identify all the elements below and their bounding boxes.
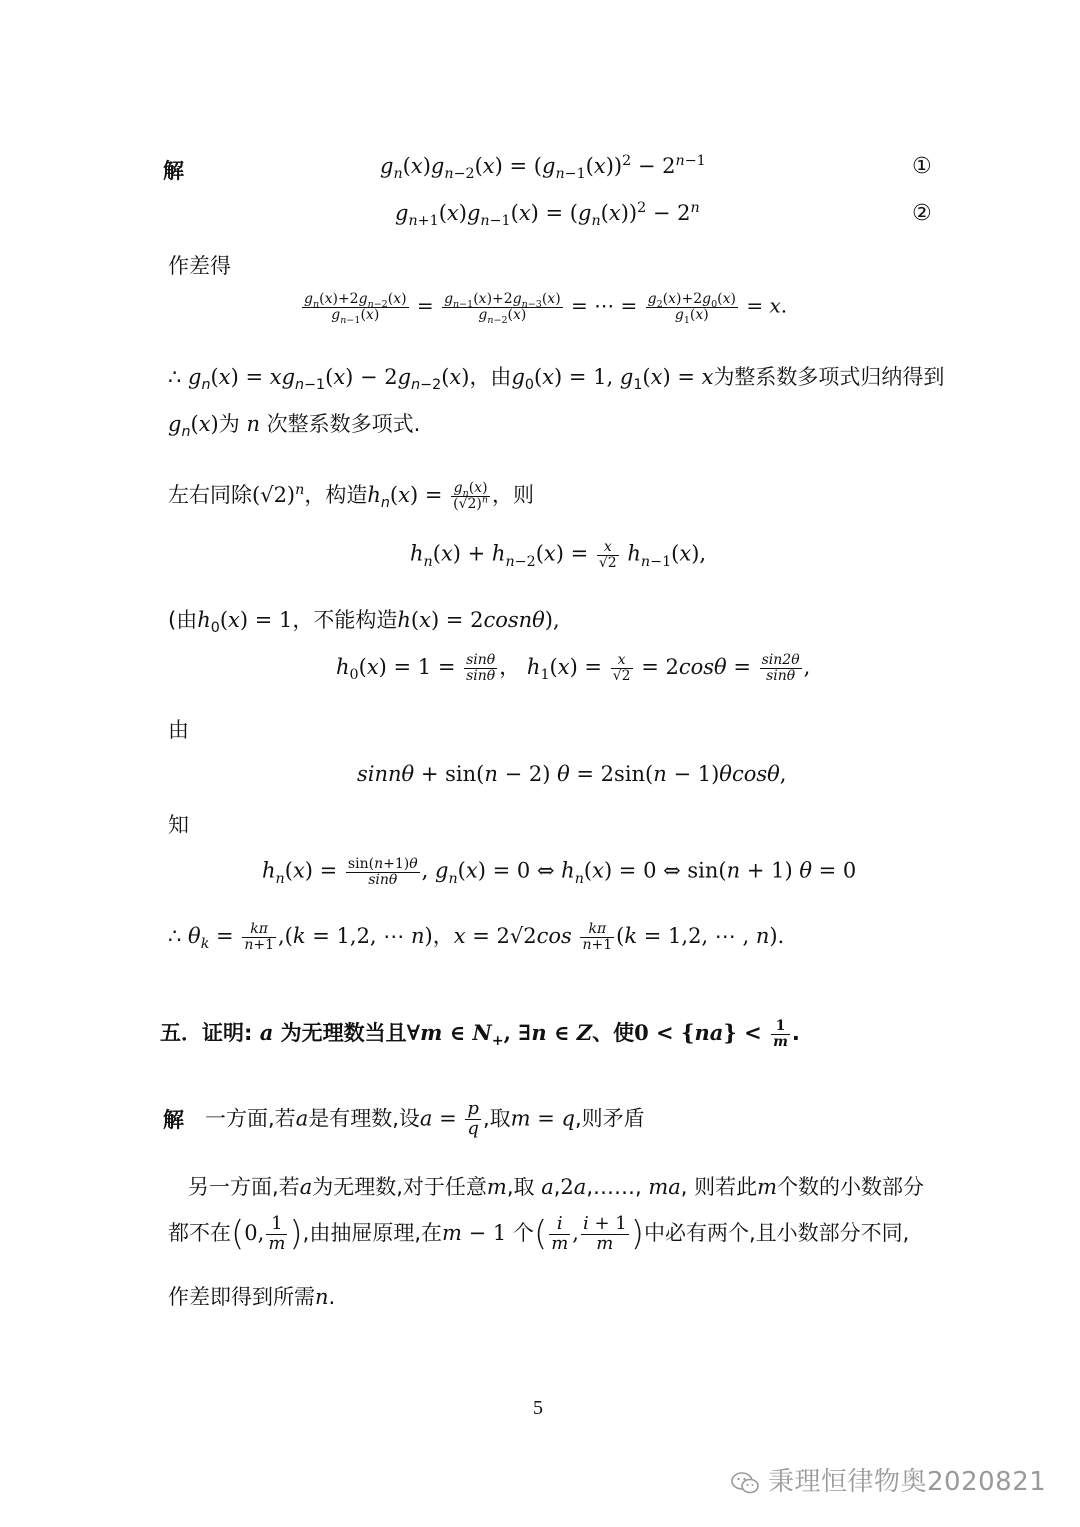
degree-line: $g_n(x)$为 n 次整系数多项式.	[168, 412, 421, 441]
roots-line: ∴ $\theta_k$ = $\frac{k\pi}{n+1}$ ,(k = 1,2, ⋯ n)，x = 2√2cos $\frac{k\pi}{n+1}$ (k = 1,2, ⋯ , n).	[168, 921, 785, 953]
equation-tag-1: ①	[912, 154, 932, 179]
watermark-text: 秉理恒律物奥2020821	[768, 1467, 1047, 1497]
watermark	[730, 1461, 1046, 1498]
equation-1: $g_n(x)g_{n-2}(x) = (g_{n-1}(x))^2 - 2^{n-1}$	[380, 153, 706, 183]
problem-5-heading: 五．证明: a 为无理数当且∀m ∈ $N_+$, ∃n ∈ Z、使0 < {na} < $\frac{1}{m}$ .	[160, 1017, 800, 1050]
conclusion-line: 作差即得到所需n.	[168, 1285, 336, 1309]
solution-2-label: 解	[163, 1108, 184, 1132]
equation-3: $\frac{g_n(x)+2g_{n-2}(x)}{g_{n-1}(x)}$ = $\frac{g_{n-1}(x)+2g_{n-3}(x)}{g_{n-2}(x)}$ = ⋯ = $\frac{g_2(x)+2g_0(x)}{g_1(x)}$ = x.	[304, 291, 788, 326]
equation-5: $h_0(x) = 1$ = $\frac{\sin\theta}{\sin\theta}$ ， $h_1(x)$ = $\frac{x}{√2}$ = 2cosθ = $\frac{\sin 2\theta}{\sin\theta}$ ,	[336, 652, 811, 684]
solution-label: 解	[163, 159, 184, 183]
diff-text: 作差得	[168, 254, 231, 278]
construct-line: 左右同除$(√2)^n$，构造$h_n(x)$ = $\frac{g_n(x)}{(√2)^n}$ ，则	[168, 479, 535, 512]
page-number: 5	[533, 1397, 543, 1419]
equation-4: $h_n(x) + h_{n-2}(x)$ = $\frac{x}{√2}$ $h_{n-1}(x)$,	[410, 539, 707, 571]
wechat-icon	[730, 1471, 760, 1495]
you-text: 由	[168, 718, 189, 742]
equation-7: $h_n(x)$ = $\frac{\sin(n+1)\theta}{\sin\theta}$ , $g_n(x) = 0$ ⇔ $h_n(x) = 0$ ⇔ sin(n + 1) θ = 0	[262, 856, 857, 888]
equation-tag-2: ②	[912, 201, 932, 226]
zhi-text: 知	[168, 813, 189, 837]
pigeonhole-line: 都不在(0, $\frac{1}{m}$ ),由抽屉原理,在m − 1 个( $\frac{i}{m}$ , $\frac{i + 1}{m}$ )中必有两个,且小数部分不同,	[168, 1212, 910, 1254]
recurrence-line: ∴ $g_n(x) = xg_{n-1}(x) - 2g_{n-2}(x)$，由$g_0(x) = 1$, $g_1(x) = x$为整系数多项式归纳得到	[168, 365, 945, 394]
note-line: (由$h_0(x) = 1$，不能构造h(x) = 2cosnθ),	[168, 608, 560, 637]
equation-6: sinnθ + sin(n − 2) θ = 2sin(n − 1)θcosθ,	[357, 762, 787, 786]
irrational-case-line: 另一方面,若a为无理数,对于任意m,取 a,2a,……, ma, 则若此m个数的小数部分	[188, 1175, 925, 1199]
equation-2: $g_{n+1}(x)g_{n-1}(x) = (g_n(x))^2 - 2^n$	[395, 200, 700, 230]
rational-case-line: 一方面,若a是有理数,设a = $\frac{p}{q}$ ,取m = q,则矛盾	[205, 1098, 645, 1139]
